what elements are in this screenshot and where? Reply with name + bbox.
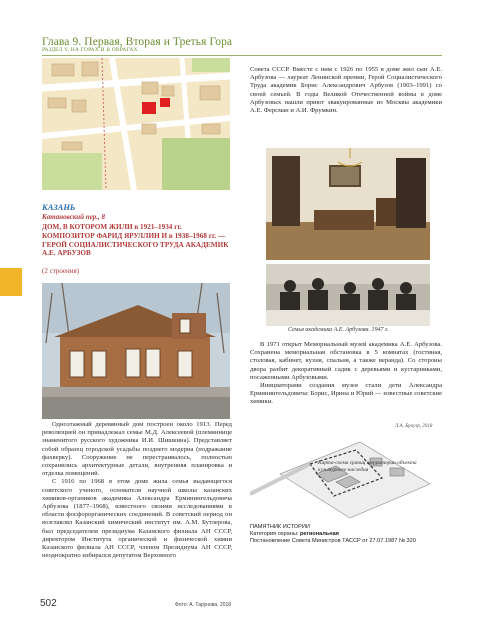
- left-column-text: [42, 421, 232, 591]
- map-graphic: [42, 58, 230, 190]
- object-subtitle: (2 строения): [42, 267, 80, 275]
- author-signature: Л.А. Брауэр, 2018: [395, 424, 433, 429]
- category-label: Категория охраны:: [250, 531, 299, 538]
- map-note: Карта-схема границ территории объекта культурного наследия: [318, 460, 417, 473]
- paragraph: В 1971 открыт Мемориальный музей академика А.Е. Арбузова. Сохранена мемориальная обстановка в 5 комнатах (гостиная, столовая, кабинет, кухня, спальня, а также веранда). Со стороны двора разбит декоративный садик с деревьями и кустарниками, посаженными Арбузовыми.: [250, 341, 442, 381]
- monument-decree: Постановление Совета Министров ТАССР от 27.07.1987 № 320: [250, 538, 416, 545]
- photo-credit: Фото: А. Тарунова, 2018: [175, 602, 232, 608]
- header-rule: [42, 55, 442, 56]
- object-title: ДОМ, В КОТОРОМ ЖИЛИ в 1921–1934 гг. КОМПОЗИТОР ФАРИД ЯРУЛЛИН И в 1938–1968 гг. — ГЕРОЙ СОЦИАЛИСТИЧЕСКОГО ТРУДА АКАДЕМИК А.Е. АРБУЗОВ: [42, 223, 229, 258]
- monument-category: [250, 531, 450, 538]
- interior-photo: [266, 148, 430, 260]
- site-plan-image: [250, 434, 442, 522]
- category-value: региональная: [300, 531, 339, 538]
- right-column-top-text: Совета СССР. Вместе с ним с 1926 по 1955 в доме жил сын А.Е. Арбузова — лауреат Ленинской премии, Герой Социалистического Труда академик Борис Александрович Арбузов (1903–1991) со своей семьей. В годы Великой Отечественной войны в доме Арбузовых нашли приют эвакуированные из Москвы академики А.Е. Ферсман и А.И. Фрумкин.: [250, 66, 442, 115]
- page-number: 502: [40, 598, 57, 609]
- interior-image: [266, 148, 430, 260]
- house-image: [42, 283, 230, 419]
- monument-heading: ПАМЯТНИК ИСТОРИИ: [250, 524, 310, 530]
- address: Катановский пер., 8: [42, 213, 106, 221]
- paragraph: Одноэтажный деревянный дом построен около 1913. Перед революцией он принадлежал семье М.Д. Алексеевой (племяннице знаменитого русского художника И.И. Шишкина). Представляет собой образец городской усадьбы позднего модерна (подражание фахверку). Сооружение не перестраивалось, полностью сохранились архитектурные детали, внутренняя планировка и отделка помещений.: [42, 421, 232, 478]
- family-photo: [266, 264, 430, 326]
- house-photo: [42, 283, 230, 419]
- section-header: РАЗДЕЛ V. НА ГОРАХ И В ОВРАГАХ: [42, 47, 138, 53]
- city-heading: КАЗАНЬ: [42, 202, 76, 212]
- paragraph: С 1916 по 1968 в этом доме жила семья выдающегося советского ученого, основателя научной школы казанских химиков-органиков академика Александра Ерминингельдовича Арбузова (1877–1968), известного своими исследованиями в области фосфорорганических соединений. В советский период он возглавлял Казанский химический институт им. А.М. Бутлерова, был председателем президиума Казанского филиала АН СССР, директором Института органической и физической химии Казанского филиала АН СССР, членом Президиума АН СССР, неоднократно избирался депутатом Верховного: [42, 478, 232, 560]
- family-image: [266, 264, 430, 326]
- paragraph: Инициаторами создания музея стали дети Александра Ерминингельдовича: Борис, Ирина и Юрий — известные советские химики.: [250, 382, 442, 406]
- site-plan: [250, 434, 442, 522]
- monument-info: [250, 524, 450, 546]
- right-column-bottom-text: [250, 341, 442, 421]
- side-tab-marker: [0, 268, 22, 296]
- location-map: [42, 58, 230, 190]
- family-photo-caption: Семья академика А.Е. Арбузова. 1947 г.: [288, 327, 389, 333]
- chapter-title: Первая, Вторая и Третья Гора: [84, 36, 233, 48]
- chapter-prefix: Глава 9.: [42, 36, 82, 48]
